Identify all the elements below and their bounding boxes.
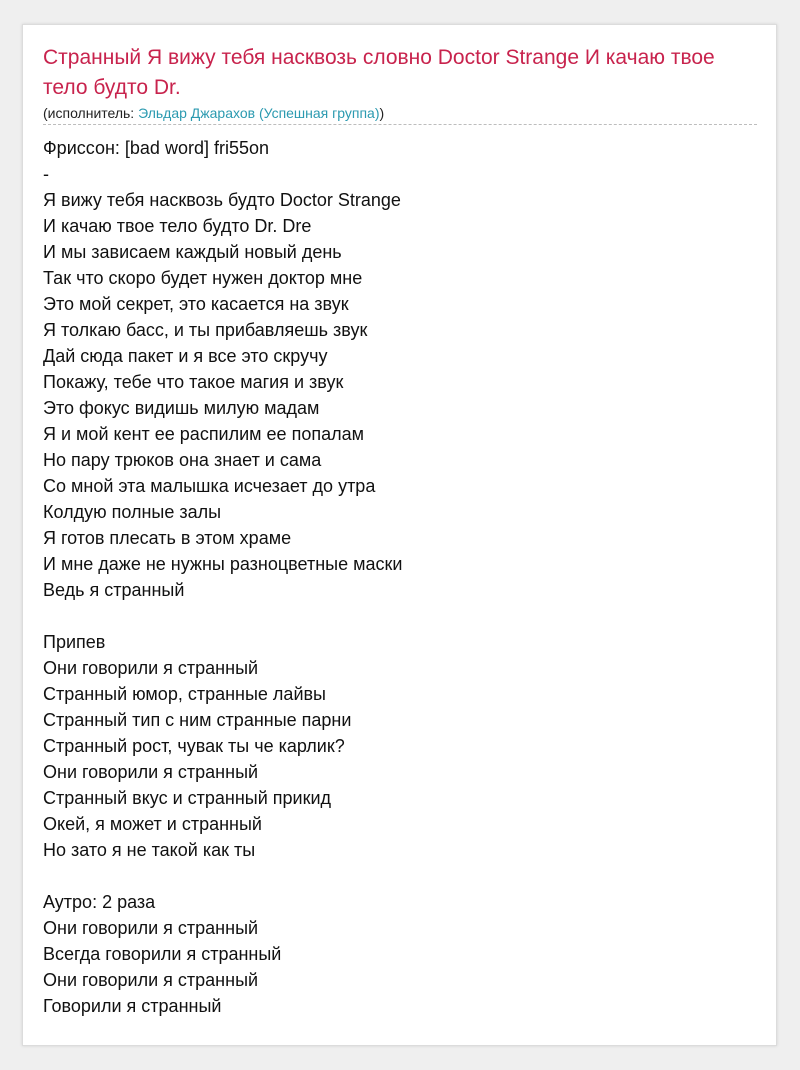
lyric-line: Странный рост, чувак ты че карлик? — [43, 736, 345, 756]
lyric-line: Они говорили я странный — [43, 970, 259, 990]
lyric-line: И мы зависаем каждый новый день — [43, 242, 342, 262]
lyric-line: Окей, я может и странный — [43, 814, 262, 834]
lyrics-card — [22, 24, 777, 1046]
lyric-line: Но пару трюков она знает и сама — [43, 450, 322, 470]
artist-prefix: (исполнитель: — [43, 105, 139, 121]
lyric-line: Фриссон: [bad word] fri55on — [43, 138, 269, 158]
lyric-line: Я вижу тебя насквозь будто Doctor Strange — [43, 190, 401, 210]
lyric-line: Аутро: 2 раза — [43, 892, 156, 912]
lyric-line: Припев — [43, 632, 106, 652]
lyric-line: Но зато я не такой как ты — [43, 840, 256, 860]
artist-line — [43, 104, 384, 122]
lyric-line: Со мной эта малышка исчезает до утра — [43, 476, 376, 496]
lyric-line: Они говорили я странный — [43, 658, 259, 678]
lyric-line: Это фокус видишь милую мадам — [43, 398, 320, 418]
lyric-line: - — [43, 164, 49, 184]
lyric-line — [43, 603, 743, 629]
lyric-line: Ведь я странный — [43, 580, 185, 600]
lyric-line: Странный тип с ним странные парни — [43, 710, 352, 730]
lyric-line: И мне даже не нужны разноцветные маски — [43, 554, 403, 574]
lyric-line: Я и мой кент ее распилим ее попалам — [43, 424, 364, 444]
lyric-line: Они говорили я странный — [43, 762, 259, 782]
lyric-line: Я готов плесать в этом храме — [43, 528, 292, 548]
lyric-line: Покажу, тебе что такое магия и звук — [43, 372, 344, 392]
lyric-line: Так что скоро будет нужен доктор мне — [43, 268, 363, 288]
lyric-line — [43, 863, 743, 889]
title-divider — [43, 124, 757, 125]
lyric-line: Это мой секрет, это касается на звук — [43, 294, 349, 314]
song-title: Странный Я вижу тебя насквозь словно Doctor Strange И качаю твое тело будто Dr. — [43, 46, 715, 99]
lyric-line: Они говорили я странный — [43, 918, 259, 938]
lyric-line: Говорили я странный — [43, 996, 222, 1016]
lyric-line: И качаю твое тело будто Dr. Dre — [43, 216, 312, 236]
artist-suffix: ) — [379, 105, 385, 121]
lyrics-body — [43, 135, 743, 1019]
lyric-line: Странный вкус и странный прикид — [43, 788, 332, 808]
lyric-line: Дай сюда пакет и я все это скручу — [43, 346, 328, 366]
artist-link[interactable]: Эльдар Джарахов (Успешная группа) — [138, 105, 380, 121]
lyric-line: Колдую полные залы — [43, 502, 222, 522]
lyric-line: Странный юмор, странные лайвы — [43, 684, 326, 704]
lyric-line: Я толкаю басс, и ты прибавляешь звук — [43, 320, 368, 340]
lyric-line: Всегда говорили я странный — [43, 944, 282, 964]
